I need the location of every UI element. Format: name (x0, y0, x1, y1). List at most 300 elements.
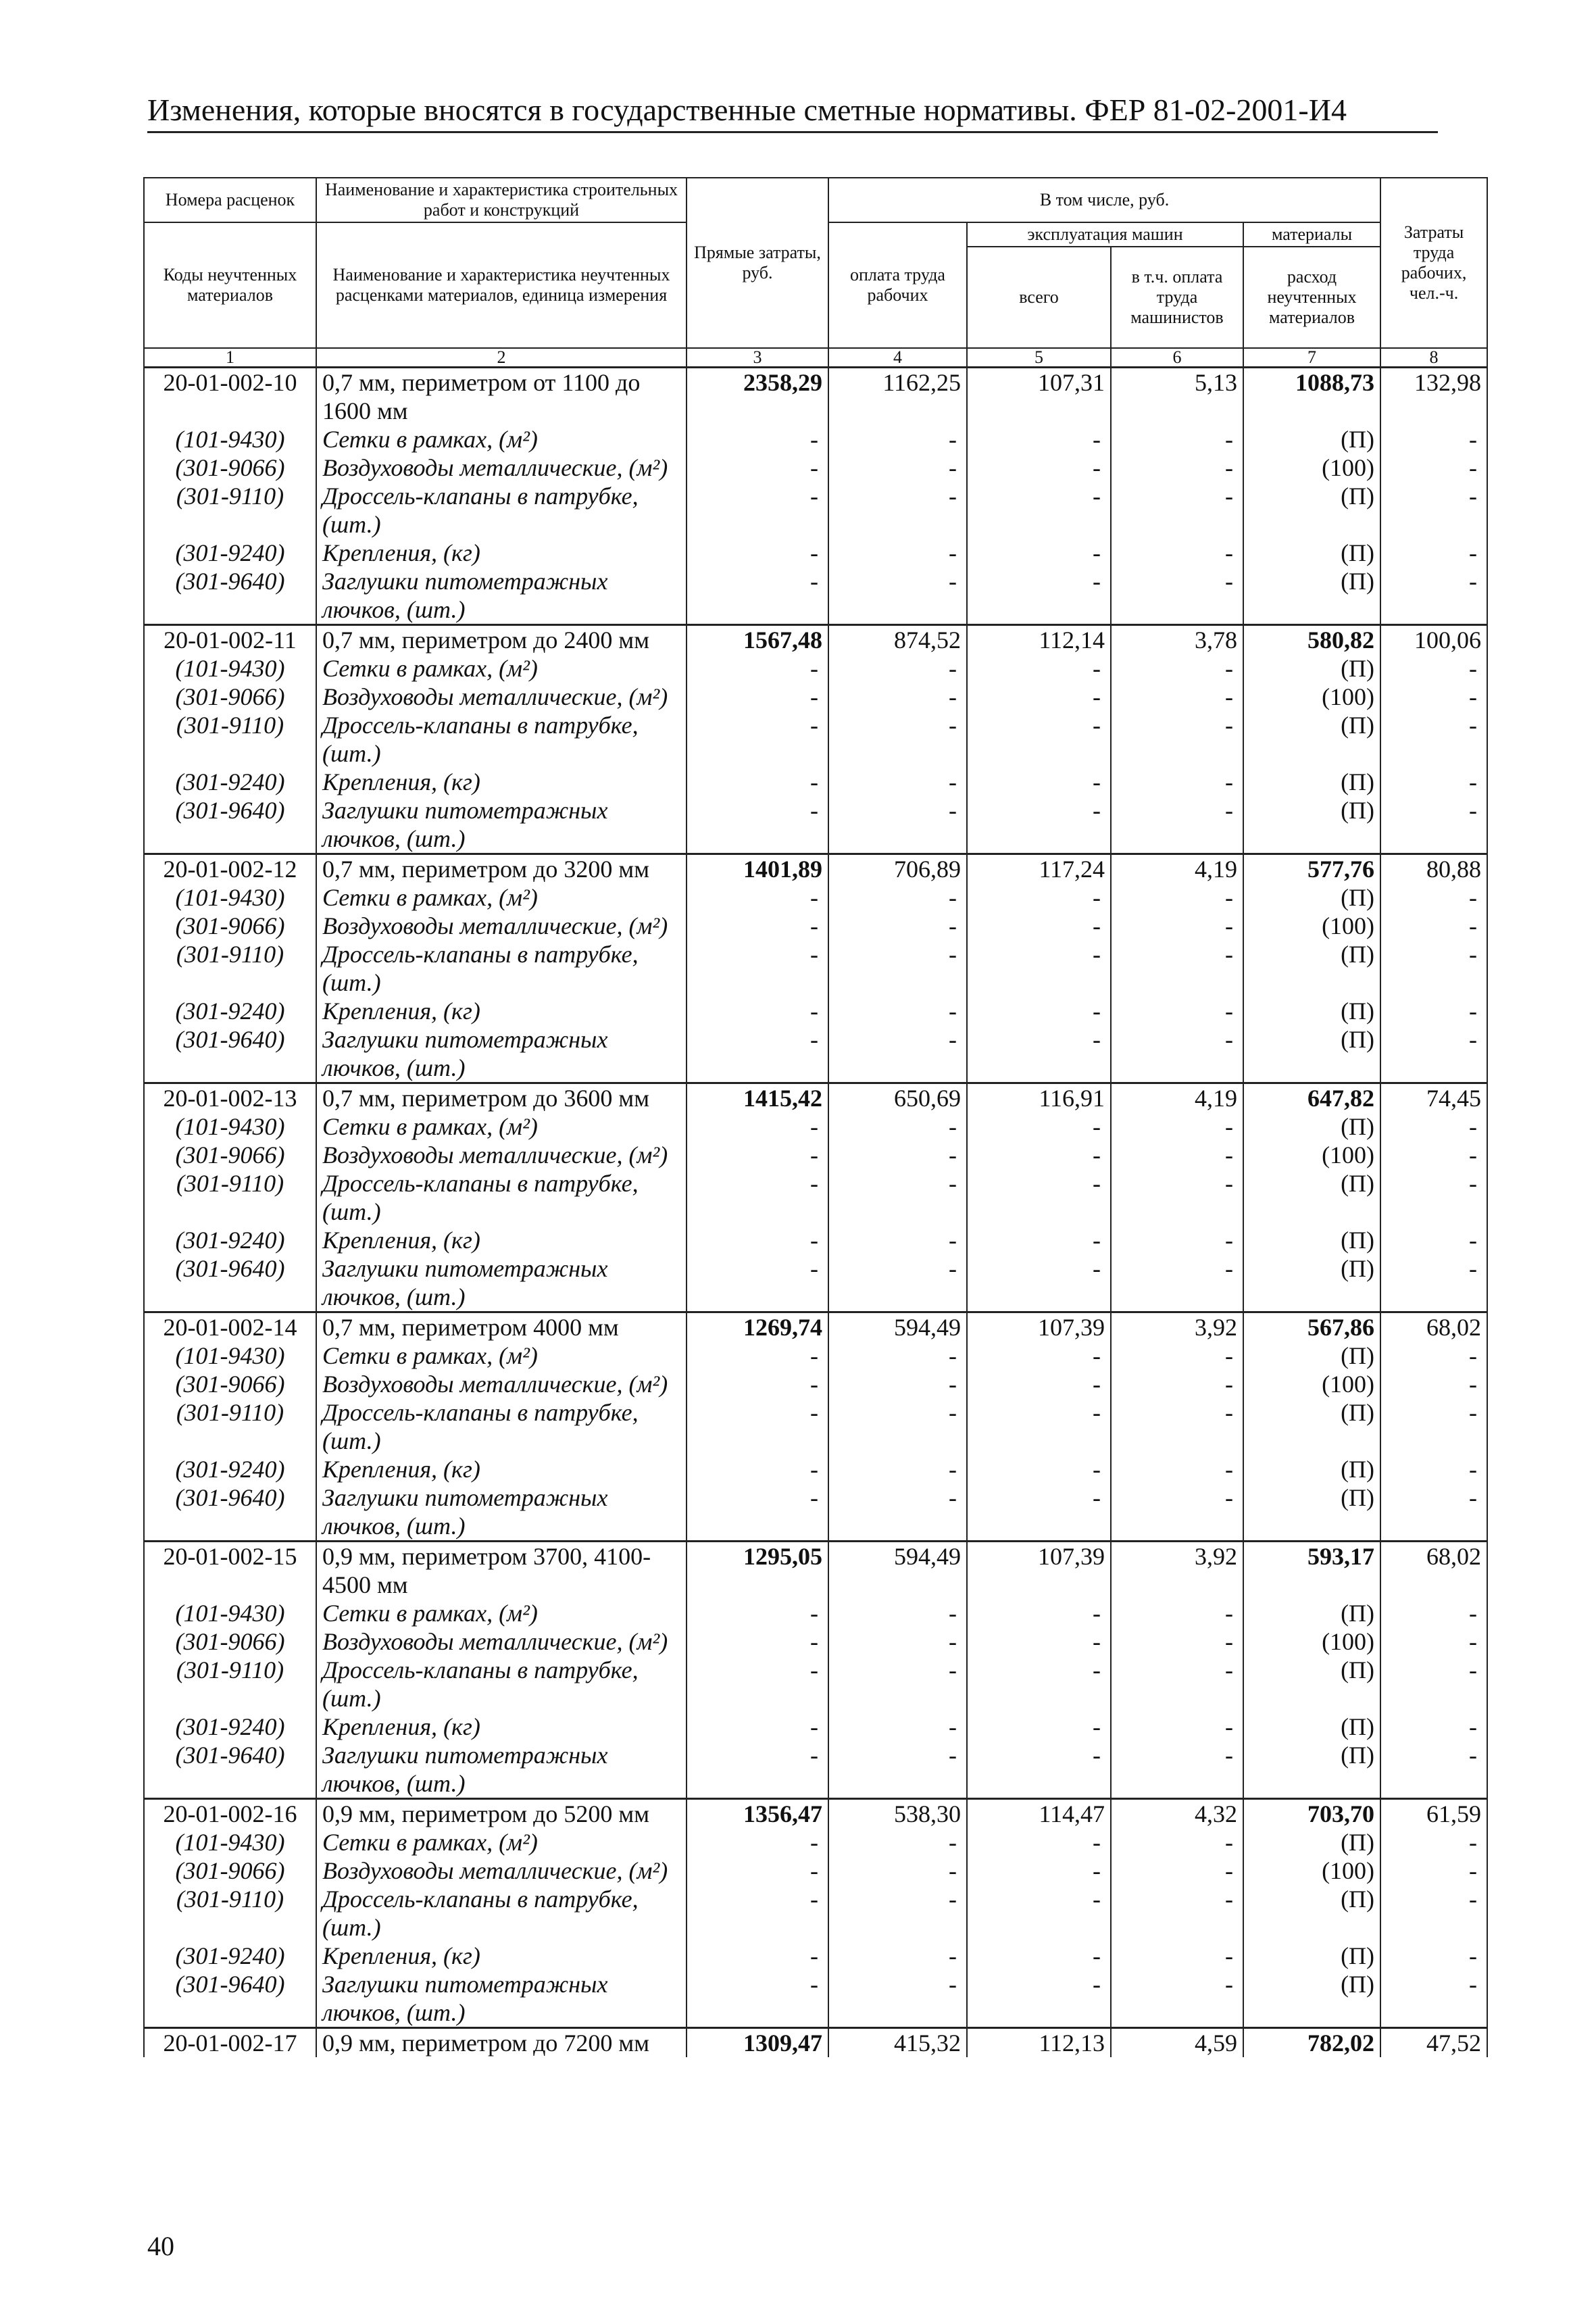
labor-pay-cell: 706,89 (828, 854, 967, 884)
material-machines-cell: - (967, 1455, 1111, 1483)
materials-cell: 577,76 (1243, 854, 1380, 884)
material-row (144, 1025, 1487, 1083)
material-name: Сетки в рамках, (м²) (316, 425, 687, 453)
material-code: (301-9640) (144, 796, 316, 854)
material-machines-cell: - (967, 912, 1111, 940)
labor-hours-cell: 80,88 (1380, 854, 1487, 884)
material-row (144, 1885, 1487, 1942)
material-machinists-cell: - (1111, 1370, 1243, 1398)
header-num-4: 4 (828, 348, 967, 368)
material-machines-cell: - (967, 1169, 1111, 1226)
material-code: (301-9240) (144, 768, 316, 796)
labor-pay-cell: 650,69 (828, 1083, 967, 1113)
material-machinists-cell: - (1111, 711, 1243, 768)
machinists-pay-cell: 4,19 (1111, 1083, 1243, 1113)
material-code: (101-9430) (144, 883, 316, 912)
material-labor-cell: - (828, 940, 967, 997)
material-machines-cell: - (967, 1599, 1111, 1627)
material-machines-cell: - (967, 1254, 1111, 1312)
material-hours-cell: - (1380, 1599, 1487, 1627)
material-machines-cell: - (967, 768, 1111, 796)
material-name: Дроссель-клапаны в патрубке, (шт.) (316, 940, 687, 997)
material-consumption-cell: (П) (1243, 1254, 1380, 1312)
norms-table (143, 177, 1488, 2057)
material-hours-cell: - (1380, 567, 1487, 625)
material-machinists-cell: - (1111, 1398, 1243, 1455)
material-direct-cell: - (687, 1656, 828, 1713)
header-num-2: 2 (316, 348, 687, 368)
material-machines-cell: - (967, 654, 1111, 683)
direct-costs-cell: 1401,89 (687, 854, 828, 884)
material-code: (301-9110) (144, 1656, 316, 1713)
material-direct-cell: - (687, 883, 828, 912)
material-row (144, 1483, 1487, 1542)
material-direct-cell: - (687, 1627, 828, 1656)
material-labor-cell: - (828, 683, 967, 711)
material-machinists-cell: - (1111, 1483, 1243, 1542)
material-hours-cell: - (1380, 796, 1487, 854)
material-labor-cell: - (828, 1885, 967, 1942)
material-code: (301-9110) (144, 940, 316, 997)
material-row (144, 425, 1487, 453)
material-machinists-cell: - (1111, 1741, 1243, 1799)
rate-name: 0,9 мм, периметром 3700, 4100-4500 мм (316, 1542, 687, 1600)
material-consumption-cell: (100) (1243, 912, 1380, 940)
material-row (144, 1370, 1487, 1398)
material-name: Дроссель-клапаны в патрубке, (шт.) (316, 1169, 687, 1226)
header-labor-pay: оплата труда рабочих (828, 222, 967, 348)
material-name: Заглушки питометражных лючков, (шт.) (316, 796, 687, 854)
material-direct-cell: - (687, 1341, 828, 1370)
material-labor-cell: - (828, 883, 967, 912)
material-machines-cell: - (967, 1856, 1111, 1885)
material-machines-cell: - (967, 796, 1111, 854)
material-consumption-cell: (П) (1243, 1112, 1380, 1141)
material-row (144, 482, 1487, 539)
rate-name: 0,9 мм, периметром до 7200 мм (316, 2028, 687, 2058)
material-consumption-cell: (100) (1243, 683, 1380, 711)
rate-code: 20-01-002-10 (144, 368, 316, 426)
material-machines-cell: - (967, 1025, 1111, 1083)
material-code: (301-9066) (144, 1627, 316, 1656)
material-code: (301-9640) (144, 1025, 316, 1083)
material-name: Воздуховоды металлические, (м²) (316, 1627, 687, 1656)
material-labor-cell: - (828, 1112, 967, 1141)
machinists-pay-cell: 3,78 (1111, 625, 1243, 655)
machinists-pay-cell: 3,92 (1111, 1312, 1243, 1342)
material-row (144, 997, 1487, 1025)
rate-name: 0,7 мм, периметром до 3200 мм (316, 854, 687, 884)
labor-hours-cell: 47,52 (1380, 2028, 1487, 2058)
material-code: (301-9066) (144, 453, 316, 482)
material-machines-cell: - (967, 539, 1111, 567)
material-code: (101-9430) (144, 654, 316, 683)
material-direct-cell: - (687, 482, 828, 539)
material-consumption-cell: (П) (1243, 796, 1380, 854)
table-header (144, 178, 1487, 368)
material-code: (101-9430) (144, 1112, 316, 1141)
material-consumption-cell: (П) (1243, 1741, 1380, 1799)
rate-row (144, 1799, 1487, 1829)
material-consumption-cell: (П) (1243, 711, 1380, 768)
material-consumption-cell: (100) (1243, 1856, 1380, 1885)
rate-name: 0,7 мм, периметром 4000 мм (316, 1312, 687, 1342)
material-hours-cell: - (1380, 1828, 1487, 1856)
material-machines-cell: - (967, 1370, 1111, 1398)
material-hours-cell: - (1380, 1627, 1487, 1656)
material-hours-cell: - (1380, 912, 1487, 940)
material-machinists-cell: - (1111, 482, 1243, 539)
header-num-1: 1 (144, 348, 316, 368)
material-machinists-cell: - (1111, 1112, 1243, 1141)
material-machinists-cell: - (1111, 796, 1243, 854)
material-name: Дроссель-клапаны в патрубке, (шт.) (316, 1656, 687, 1713)
rate-name: 0,7 мм, периметром до 2400 мм (316, 625, 687, 655)
page-title: Изменения, которые вносятся в государственные сметные нормативы. ФЕР 81-02-2001-И4 (147, 93, 1347, 127)
material-name: Сетки в рамках, (м²) (316, 883, 687, 912)
material-code: (101-9430) (144, 1341, 316, 1370)
material-direct-cell: - (687, 1713, 828, 1741)
material-machines-cell: - (967, 940, 1111, 997)
material-consumption-cell: (П) (1243, 1169, 1380, 1226)
material-machines-cell: - (967, 425, 1111, 453)
material-labor-cell: - (828, 1599, 967, 1627)
material-row (144, 1341, 1487, 1370)
machines-total-cell: 112,13 (967, 2028, 1111, 2058)
material-hours-cell: - (1380, 1741, 1487, 1799)
header-col1-bottom: Коды неучтенных материалов (144, 222, 316, 348)
material-direct-cell: - (687, 539, 828, 567)
material-hours-cell: - (1380, 1713, 1487, 1741)
material-code: (301-9110) (144, 1398, 316, 1455)
material-direct-cell: - (687, 654, 828, 683)
material-hours-cell: - (1380, 1141, 1487, 1169)
material-row (144, 940, 1487, 997)
material-hours-cell: - (1380, 1254, 1487, 1312)
material-row (144, 1112, 1487, 1141)
material-labor-cell: - (828, 1169, 967, 1226)
header-num-3: 3 (687, 348, 828, 368)
material-code: (101-9430) (144, 1599, 316, 1627)
material-code: (301-9110) (144, 1885, 316, 1942)
material-machines-cell: - (967, 1398, 1111, 1455)
material-hours-cell: - (1380, 1970, 1487, 2028)
material-consumption-cell: (П) (1243, 1483, 1380, 1542)
material-labor-cell: - (828, 1741, 967, 1799)
rate-code: 20-01-002-11 (144, 625, 316, 655)
rate-row (144, 1542, 1487, 1600)
material-machines-cell: - (967, 482, 1111, 539)
material-machinists-cell: - (1111, 912, 1243, 940)
material-consumption-cell: (П) (1243, 1885, 1380, 1942)
material-direct-cell: - (687, 1483, 828, 1542)
material-machines-cell: - (967, 1741, 1111, 1799)
machinists-pay-cell: 5,13 (1111, 368, 1243, 426)
material-machinists-cell: - (1111, 453, 1243, 482)
material-machines-cell: - (967, 453, 1111, 482)
material-machinists-cell: - (1111, 567, 1243, 625)
material-code: (301-9640) (144, 1254, 316, 1312)
material-name: Заглушки питометражных лючков, (шт.) (316, 1970, 687, 2028)
material-machinists-cell: - (1111, 1169, 1243, 1226)
rate-code: 20-01-002-12 (144, 854, 316, 884)
machinists-pay-cell: 4,59 (1111, 2028, 1243, 2058)
material-name: Крепления, (кг) (316, 768, 687, 796)
material-labor-cell: - (828, 453, 967, 482)
header-col2-bottom: Наименование и характеристика неучтенных расценками материалов, единица измерения (316, 222, 687, 348)
material-name: Сетки в рамках, (м²) (316, 1599, 687, 1627)
material-labor-cell: - (828, 1483, 967, 1542)
material-direct-cell: - (687, 683, 828, 711)
header-direct-costs: Прямые затраты, руб. (687, 178, 828, 348)
material-labor-cell: - (828, 1713, 967, 1741)
header-machines-total: всего (967, 247, 1111, 348)
material-consumption-cell: (П) (1243, 1828, 1380, 1856)
material-labor-cell: - (828, 1856, 967, 1885)
material-labor-cell: - (828, 768, 967, 796)
rate-code: 20-01-002-16 (144, 1799, 316, 1829)
material-row (144, 1656, 1487, 1713)
machines-total-cell: 114,47 (967, 1799, 1111, 1829)
material-direct-cell: - (687, 912, 828, 940)
material-consumption-cell: (П) (1243, 1942, 1380, 1970)
material-labor-cell: - (828, 796, 967, 854)
material-labor-cell: - (828, 1341, 967, 1370)
material-machinists-cell: - (1111, 1599, 1243, 1627)
rate-row (144, 2028, 1487, 2058)
material-row (144, 711, 1487, 768)
header-num-8: 8 (1380, 348, 1487, 368)
material-code: (301-9240) (144, 539, 316, 567)
material-direct-cell: - (687, 1942, 828, 1970)
material-consumption-cell: (П) (1243, 482, 1380, 539)
material-machines-cell: - (967, 1341, 1111, 1370)
material-code: (301-9066) (144, 912, 316, 940)
material-machinists-cell: - (1111, 940, 1243, 997)
material-name: Воздуховоды металлические, (м²) (316, 1370, 687, 1398)
material-machinists-cell: - (1111, 768, 1243, 796)
material-consumption-cell: (П) (1243, 768, 1380, 796)
material-machinists-cell: - (1111, 1226, 1243, 1254)
material-hours-cell: - (1380, 425, 1487, 453)
material-code: (301-9110) (144, 1169, 316, 1226)
rate-code: 20-01-002-17 (144, 2028, 316, 2058)
direct-costs-cell: 1309,47 (687, 2028, 828, 2058)
labor-hours-cell: 68,02 (1380, 1542, 1487, 1600)
material-machinists-cell: - (1111, 1627, 1243, 1656)
material-consumption-cell: (П) (1243, 654, 1380, 683)
materials-cell: 647,82 (1243, 1083, 1380, 1113)
direct-costs-cell: 1567,48 (687, 625, 828, 655)
material-code: (301-9640) (144, 567, 316, 625)
material-direct-cell: - (687, 1112, 828, 1141)
material-direct-cell: - (687, 1856, 828, 1885)
material-hours-cell: - (1380, 1885, 1487, 1942)
machines-total-cell: 112,14 (967, 625, 1111, 655)
material-hours-cell: - (1380, 1370, 1487, 1398)
material-direct-cell: - (687, 1455, 828, 1483)
material-code: (301-9240) (144, 1226, 316, 1254)
material-name: Сетки в рамках, (м²) (316, 1828, 687, 1856)
header-materials-use: расход неучтенных материалов (1243, 247, 1380, 348)
rate-code: 20-01-002-13 (144, 1083, 316, 1113)
direct-costs-cell: 2358,29 (687, 368, 828, 426)
material-name: Воздуховоды металлические, (м²) (316, 453, 687, 482)
material-direct-cell: - (687, 1025, 828, 1083)
material-machinists-cell: - (1111, 1885, 1243, 1942)
material-name: Сетки в рамках, (м²) (316, 1341, 687, 1370)
material-labor-cell: - (828, 997, 967, 1025)
material-consumption-cell: (100) (1243, 1141, 1380, 1169)
material-labor-cell: - (828, 567, 967, 625)
material-machinists-cell: - (1111, 1942, 1243, 1970)
material-machinists-cell: - (1111, 1828, 1243, 1856)
material-hours-cell: - (1380, 1656, 1487, 1713)
material-name: Крепления, (кг) (316, 997, 687, 1025)
direct-costs-cell: 1356,47 (687, 1799, 828, 1829)
material-code: (301-9110) (144, 482, 316, 539)
material-machines-cell: - (967, 1112, 1111, 1141)
material-labor-cell: - (828, 1398, 967, 1455)
rate-name: 0,7 мм, периметром до 3600 мм (316, 1083, 687, 1113)
material-code: (301-9240) (144, 1942, 316, 1970)
material-machines-cell: - (967, 1970, 1111, 2028)
material-name: Сетки в рамках, (м²) (316, 1112, 687, 1141)
header-materials: материалы (1243, 222, 1380, 247)
material-labor-cell: - (828, 1942, 967, 1970)
material-machinists-cell: - (1111, 683, 1243, 711)
material-machines-cell: - (967, 1656, 1111, 1713)
materials-cell: 782,02 (1243, 2028, 1380, 2058)
material-name: Дроссель-клапаны в патрубке, (шт.) (316, 1885, 687, 1942)
material-code: (301-9240) (144, 1455, 316, 1483)
material-hours-cell: - (1380, 1341, 1487, 1370)
material-hours-cell: - (1380, 1112, 1487, 1141)
labor-pay-cell: 594,49 (828, 1542, 967, 1600)
labor-pay-cell: 415,32 (828, 2028, 967, 2058)
material-name: Заглушки питометражных лючков, (шт.) (316, 1025, 687, 1083)
material-direct-cell: - (687, 1741, 828, 1799)
material-row (144, 883, 1487, 912)
material-machinists-cell: - (1111, 1713, 1243, 1741)
machines-total-cell: 107,31 (967, 368, 1111, 426)
material-machinists-cell: - (1111, 1141, 1243, 1169)
material-hours-cell: - (1380, 711, 1487, 768)
machines-total-cell: 116,91 (967, 1083, 1111, 1113)
material-direct-cell: - (687, 997, 828, 1025)
material-machinists-cell: - (1111, 1656, 1243, 1713)
material-hours-cell: - (1380, 940, 1487, 997)
material-direct-cell: - (687, 1828, 828, 1856)
labor-hours-cell: 100,06 (1380, 625, 1487, 655)
material-labor-cell: - (828, 1970, 967, 2028)
rate-row (144, 625, 1487, 655)
header-num-5: 5 (967, 348, 1111, 368)
material-row (144, 453, 1487, 482)
material-consumption-cell: (П) (1243, 1341, 1380, 1370)
material-row (144, 1141, 1487, 1169)
material-hours-cell: - (1380, 539, 1487, 567)
material-machines-cell: - (967, 1885, 1111, 1942)
material-labor-cell: - (828, 539, 967, 567)
header-col1-top: Номера расценок (144, 178, 316, 222)
material-hours-cell: - (1380, 1226, 1487, 1254)
material-machinists-cell: - (1111, 539, 1243, 567)
material-labor-cell: - (828, 1370, 967, 1398)
material-row (144, 1942, 1487, 1970)
materials-cell: 1088,73 (1243, 368, 1380, 426)
rate-row (144, 854, 1487, 884)
material-direct-cell: - (687, 567, 828, 625)
material-row (144, 1254, 1487, 1312)
material-hours-cell: - (1380, 1483, 1487, 1542)
material-code: (301-9640) (144, 1741, 316, 1799)
labor-pay-cell: 874,52 (828, 625, 967, 655)
direct-costs-cell: 1269,74 (687, 1312, 828, 1342)
material-machinists-cell: - (1111, 1455, 1243, 1483)
material-name: Дроссель-клапаны в патрубке, (шт.) (316, 482, 687, 539)
table-body (144, 368, 1487, 2058)
material-consumption-cell: (П) (1243, 425, 1380, 453)
materials-cell: 567,86 (1243, 1312, 1380, 1342)
material-consumption-cell: (П) (1243, 1226, 1380, 1254)
materials-cell: 703,70 (1243, 1799, 1380, 1829)
material-consumption-cell: (П) (1243, 997, 1380, 1025)
materials-cell: 593,17 (1243, 1542, 1380, 1600)
material-row (144, 1398, 1487, 1455)
materials-cell: 580,82 (1243, 625, 1380, 655)
material-consumption-cell: (П) (1243, 1656, 1380, 1713)
machines-total-cell: 107,39 (967, 1312, 1111, 1342)
material-labor-cell: - (828, 1254, 967, 1312)
header-machines: эксплуатация машин (967, 222, 1243, 247)
material-row (144, 1169, 1487, 1226)
material-machinists-cell: - (1111, 1970, 1243, 2028)
material-hours-cell: - (1380, 1169, 1487, 1226)
labor-pay-cell: 1162,25 (828, 368, 967, 426)
material-code: (101-9430) (144, 425, 316, 453)
material-code: (301-9066) (144, 1856, 316, 1885)
material-row (144, 654, 1487, 683)
material-direct-cell: - (687, 1885, 828, 1942)
material-row (144, 683, 1487, 711)
material-direct-cell: - (687, 1254, 828, 1312)
material-machines-cell: - (967, 683, 1111, 711)
material-consumption-cell: (П) (1243, 1713, 1380, 1741)
material-consumption-cell: (П) (1243, 1025, 1380, 1083)
machinists-pay-cell: 3,92 (1111, 1542, 1243, 1600)
material-row (144, 1226, 1487, 1254)
machinists-pay-cell: 4,32 (1111, 1799, 1243, 1829)
material-row (144, 1713, 1487, 1741)
material-labor-cell: - (828, 425, 967, 453)
material-labor-cell: - (828, 1627, 967, 1656)
material-row (144, 1741, 1487, 1799)
material-machines-cell: - (967, 883, 1111, 912)
material-hours-cell: - (1380, 654, 1487, 683)
material-row (144, 1627, 1487, 1656)
material-name: Заглушки питометражных лючков, (шт.) (316, 1254, 687, 1312)
labor-pay-cell: 594,49 (828, 1312, 967, 1342)
material-consumption-cell: (П) (1243, 883, 1380, 912)
material-direct-cell: - (687, 796, 828, 854)
material-code: (301-9066) (144, 1370, 316, 1398)
rate-code: 20-01-002-15 (144, 1542, 316, 1600)
header-labor-cost: Затраты труда рабочих, чел.-ч. (1380, 178, 1487, 348)
material-code: (301-9066) (144, 1141, 316, 1169)
header-machinists: в т.ч. оплата труда машинистов (1111, 247, 1243, 348)
material-direct-cell: - (687, 1141, 828, 1169)
